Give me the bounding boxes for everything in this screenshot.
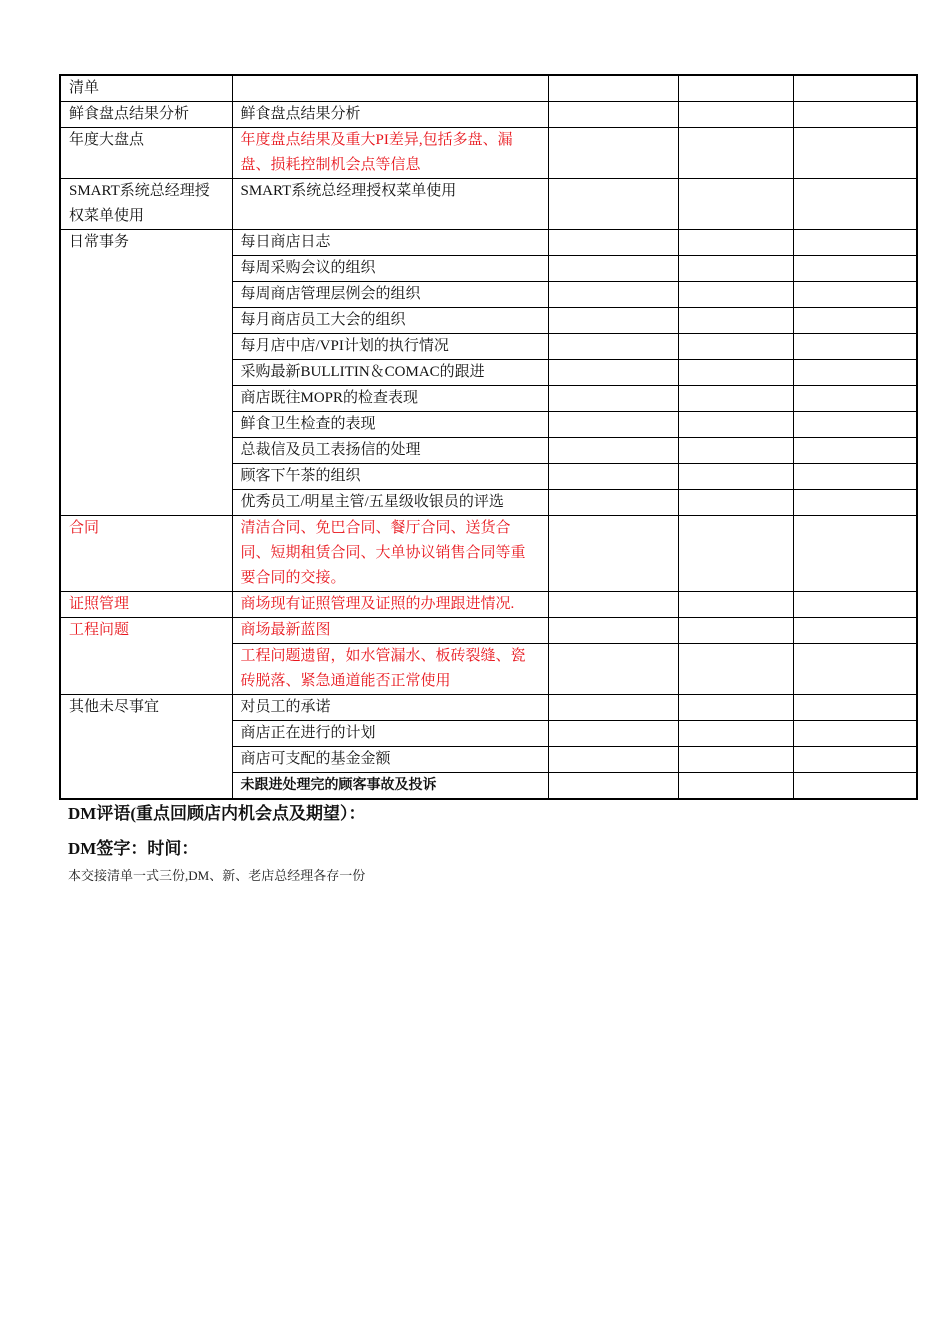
- blank-cell: [793, 282, 917, 308]
- item-cell: 年度盘点结果及重大PI差异,包括多盘、漏盘、损耗控制机会点等信息: [232, 128, 548, 179]
- blank-cell: [678, 386, 793, 412]
- blank-cell: [678, 128, 793, 179]
- item-cell: 商店可支配的基金金额: [232, 747, 548, 773]
- blank-cell: [678, 75, 793, 102]
- blank-cell: [793, 102, 917, 128]
- handover-checklist-table: [59, 74, 916, 800]
- blank-cell: [793, 592, 917, 618]
- blank-cell: [548, 695, 678, 721]
- blank-cell: [678, 592, 793, 618]
- blank-cell: [548, 644, 678, 695]
- blank-cell: [548, 464, 678, 490]
- blank-cell: [548, 230, 678, 256]
- item-cell: 鲜食卫生检查的表现: [232, 412, 548, 438]
- blank-cell: [793, 438, 917, 464]
- item-cell: 商店既往MOPR的检查表现: [232, 386, 548, 412]
- blank-cell: [793, 308, 917, 334]
- blank-cell: [548, 102, 678, 128]
- category-cell: 清单: [60, 75, 232, 102]
- blank-cell: [678, 438, 793, 464]
- blank-cell: [548, 592, 678, 618]
- blank-cell: [678, 334, 793, 360]
- blank-cell: [793, 721, 917, 747]
- item-cell: 每月店中店/VPI计划的执行情况: [232, 334, 548, 360]
- blank-cell: [678, 721, 793, 747]
- item-cell: [232, 75, 548, 102]
- blank-cell: [678, 360, 793, 386]
- blank-cell: [548, 179, 678, 230]
- item-cell: 鲜食盘点结果分析: [232, 102, 548, 128]
- blank-cell: [548, 334, 678, 360]
- blank-cell: [548, 282, 678, 308]
- blank-cell: [678, 516, 793, 592]
- blank-cell: [548, 256, 678, 282]
- item-cell: 优秀员工/明星主管/五星级收银员的评选: [232, 490, 548, 516]
- category-cell: 其他未尽事宜: [60, 695, 232, 800]
- blank-cell: [678, 747, 793, 773]
- item-cell: 每日商店日志: [232, 230, 548, 256]
- copies-note: 本交接清单一式三份,DM、新、老店总经理各存一份: [68, 868, 366, 883]
- category-cell: SMART系统总经理授权菜单使用: [60, 179, 232, 230]
- blank-cell: [793, 128, 917, 179]
- blank-cell: [793, 773, 917, 800]
- blank-cell: [678, 282, 793, 308]
- blank-cell: [678, 464, 793, 490]
- blank-cell: [793, 412, 917, 438]
- blank-cell: [793, 256, 917, 282]
- item-cell: 商店正在进行的计划: [232, 721, 548, 747]
- blank-cell: [793, 695, 917, 721]
- blank-cell: [548, 308, 678, 334]
- blank-cell: [678, 256, 793, 282]
- blank-cell: [793, 464, 917, 490]
- blank-cell: [793, 230, 917, 256]
- category-cell: 年度大盘点: [60, 128, 232, 179]
- blank-cell: [678, 102, 793, 128]
- blank-cell: [678, 179, 793, 230]
- blank-cell: [548, 516, 678, 592]
- blank-cell: [793, 618, 917, 644]
- blank-cell: [793, 386, 917, 412]
- category-cell: 合同: [60, 516, 232, 592]
- blank-cell: [548, 386, 678, 412]
- blank-cell: [678, 618, 793, 644]
- blank-cell: [793, 179, 917, 230]
- item-cell: 对员工的承诺: [232, 695, 548, 721]
- blank-cell: [548, 747, 678, 773]
- category-cell: 证照管理: [60, 592, 232, 618]
- blank-cell: [678, 308, 793, 334]
- item-cell: 每周商店管理层例会的组织: [232, 282, 548, 308]
- blank-cell: [548, 618, 678, 644]
- blank-cell: [548, 721, 678, 747]
- blank-cell: [548, 360, 678, 386]
- item-cell: 总裁信及员工表扬信的处理: [232, 438, 548, 464]
- item-cell: 采购最新BULLITIN＆COMAC的跟进: [232, 360, 548, 386]
- item-cell: 工程问题遗留，如水管漏水、板砖裂缝、瓷砖脱落、紧急通道能否正常使用: [232, 644, 548, 695]
- blank-cell: [678, 695, 793, 721]
- blank-cell: [793, 747, 917, 773]
- blank-cell: [678, 773, 793, 800]
- item-cell: 顾客下午茶的组织: [232, 464, 548, 490]
- blank-cell: [548, 773, 678, 800]
- blank-cell: [793, 644, 917, 695]
- blank-cell: [548, 438, 678, 464]
- category-cell: 工程问题: [60, 618, 232, 695]
- category-cell: 日常事务: [60, 230, 232, 516]
- blank-cell: [793, 516, 917, 592]
- blank-cell: [793, 334, 917, 360]
- item-cell: 商场最新蓝图: [232, 618, 548, 644]
- blank-cell: [548, 128, 678, 179]
- dm-comment-label: DM评语(重点回顾店内机会点及期望）：: [68, 804, 366, 823]
- blank-cell: [678, 412, 793, 438]
- blank-cell: [678, 230, 793, 256]
- blank-cell: [548, 412, 678, 438]
- blank-cell: [678, 644, 793, 695]
- item-cell: 每月商店员工大会的组织: [232, 308, 548, 334]
- blank-cell: [678, 490, 793, 516]
- blank-cell: [793, 360, 917, 386]
- blank-cell: [548, 75, 678, 102]
- item-cell: 每周采购会议的组织: [232, 256, 548, 282]
- blank-cell: [793, 75, 917, 102]
- category-cell: 鲜食盘点结果分析: [60, 102, 232, 128]
- dm-signature-label: DM签字：时间：: [68, 839, 199, 858]
- blank-cell: [548, 490, 678, 516]
- item-cell: 商场现有证照管理及证照的办理跟进情况.: [232, 592, 548, 618]
- item-cell: SMART系统总经理授权菜单使用: [232, 179, 548, 230]
- blank-cell: [793, 490, 917, 516]
- item-cell: 未跟进处理完的顾客事故及投诉: [232, 773, 548, 800]
- item-cell: 清洁合同、免巴合同、餐厅合同、送货合同、短期租赁合同、大单协议销售合同等重要合同的交接。: [232, 516, 548, 592]
